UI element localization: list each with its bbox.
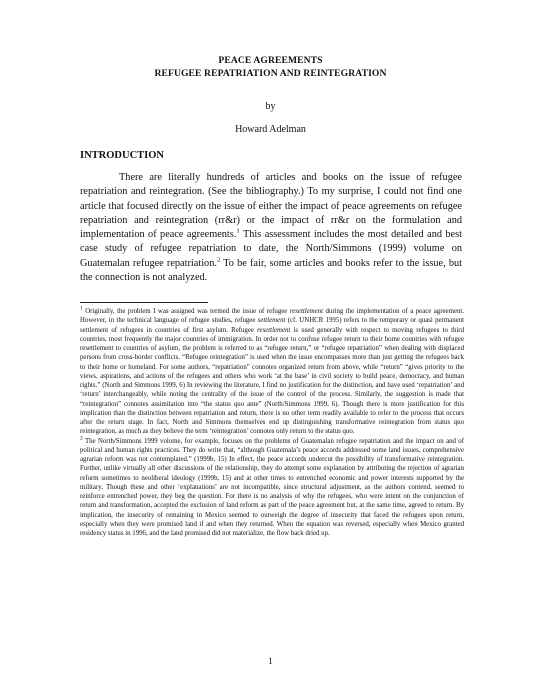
- footnote-2: [80, 437, 464, 539]
- footnote-1-emphasis-2: settlement: [257, 317, 286, 325]
- page-number: 1: [268, 657, 273, 667]
- body-text: [80, 171, 462, 285]
- footnote-ref-2: 2: [216, 256, 221, 264]
- paragraph-1-text-a: There are literally hundreds of articles and books on the issue of refugee repatriation and reintegration. (See the bibliography.) To my surprise, I could not find one article that focused directly on the issue of either the impact of peace agreements on refugee repatriation and reintegration (rr&r) or the impact of rr&r on the formulation and implementation of peace agreements.: [80, 172, 462, 241]
- footnotes: [80, 307, 464, 538]
- footnote-separator: [80, 302, 208, 303]
- footnote-1-emphasis-1: resettlement: [289, 308, 323, 315]
- author-name: Howard Adelman: [235, 124, 306, 135]
- footnote-1-text-d: is used generally with respect to moving refugees to third countries, most frequently the major countries of immigration. In order not to confuse refugee return to their home countries with refugee resettlement to countries of asylum, the problem is referred to as “refugee return,” or “refugee repatriation” when dealing with displaced persons from cross-border conflicts. “Refugee reintegration” is used when the issue encompasses more than just getting the refugees back to their home or homeland. For some authors, “repatriation” connotes organized return from above, while “return” “gives priority to the views, aspirations, and actions of the refugees and others who work ‘at the base’ in civil society to build peace, democracy, and human rights.” (North and Simmons 1999, 6) In reviewing the literature, I find no justification for the distinction, and have used ‘repatriation’ and ‘return’ interchangeably, while noting the centrality of the issue of the control of the process. Similarly, the suggestion is made that “reintegration” connotes assimilation into “the status quo ante” (North/Simmons 1999, 6). Though there is more justification for this implication than the distinction between repatriation and return, there is no other term readily available to refer to the process that occurs after the return stage. In fact, North and Simmons themselves end up distinguishing transformative reintegration from status quo reintegration, as much as they believe the term ‘reintegration’ connotes only return to the status quo.: [80, 326, 464, 436]
- document-title-line-1: PEACE AGREEMENTS: [218, 55, 323, 66]
- footnote-ref-1: 1: [236, 227, 240, 235]
- footnote-1: [80, 307, 464, 437]
- footnote-1-emphasis-3: resettlement: [257, 326, 291, 334]
- paragraph-1-text-c: To be fair, some articles and books refer to the issue, but the connection is not analyzed.: [80, 257, 462, 284]
- byline-by: by: [265, 101, 276, 112]
- footnote-2-number: 2: [80, 435, 83, 442]
- paragraph-1: [80, 171, 462, 285]
- footnote-1-text-c: (cf. UNHCR 1995) refers to the temporary or quasi permanent settlement of refugees in countries of first asylum. Refugee: [80, 317, 464, 334]
- paragraph-1-text-b: This assessment includes the most detailed and best case study of refugee repatriation to date, the North/Simmons (1999) volume on Guatemalan refugee repatriation.: [80, 229, 462, 269]
- document-title-line-2: REFUGEE REPATRIATION AND REINTEGRATION: [154, 68, 387, 79]
- footnote-1-number: 1: [80, 305, 83, 312]
- footnote-1-text-a: Originally, the problem I was assigned was termed the issue of refugee: [82, 308, 290, 315]
- footnote-2-text: The North/Simmons 1999 volume, for example, focuses on the problems of Guatemalan refugee repatriation and the impact on and of political and human rights practices. They do write that, “although Guatemala’s peace accords addressed some land issues, comprehensive agrarian reform was not contemplated.” (1999b, 15) In effect, the peace accords undercut the possibility of transformative reintegration. Further, unlike virtually all other discussions of the relationship, they do attempt some explanation by attributing the rejection of agrarian reform sometimes to neoliberal ideology (1999b, 15) and at other times to entrenched economic and power interests supported by the military. Though these and other ‘explanations’ are not incompatible, since structural adjustment, as the authors contend, seemed to reinforce entrenched power, they beg the question. For there is no analysis of why the refugees, who were intent on the conjunction of return and transformation, accepted the exclusion of land reform as part of the peace agreement but, at the same time, agreed to return. By implication, the insecurity of remaining in Mexico seemed to outweigh the degree of insecurity that faced the refugees upon return, especially when they were promised land if and when they returned. When the equation was reversed, especially when Mexico granted residency status in 1996, and the land promised did not materialize, the flow back dried up.: [80, 437, 464, 537]
- section-heading-introduction: INTRODUCTION: [80, 150, 165, 161]
- footnote-1-text-b: during the implementation of a peace agreement. However, in the technical language of refugee studies, refugee: [80, 308, 464, 325]
